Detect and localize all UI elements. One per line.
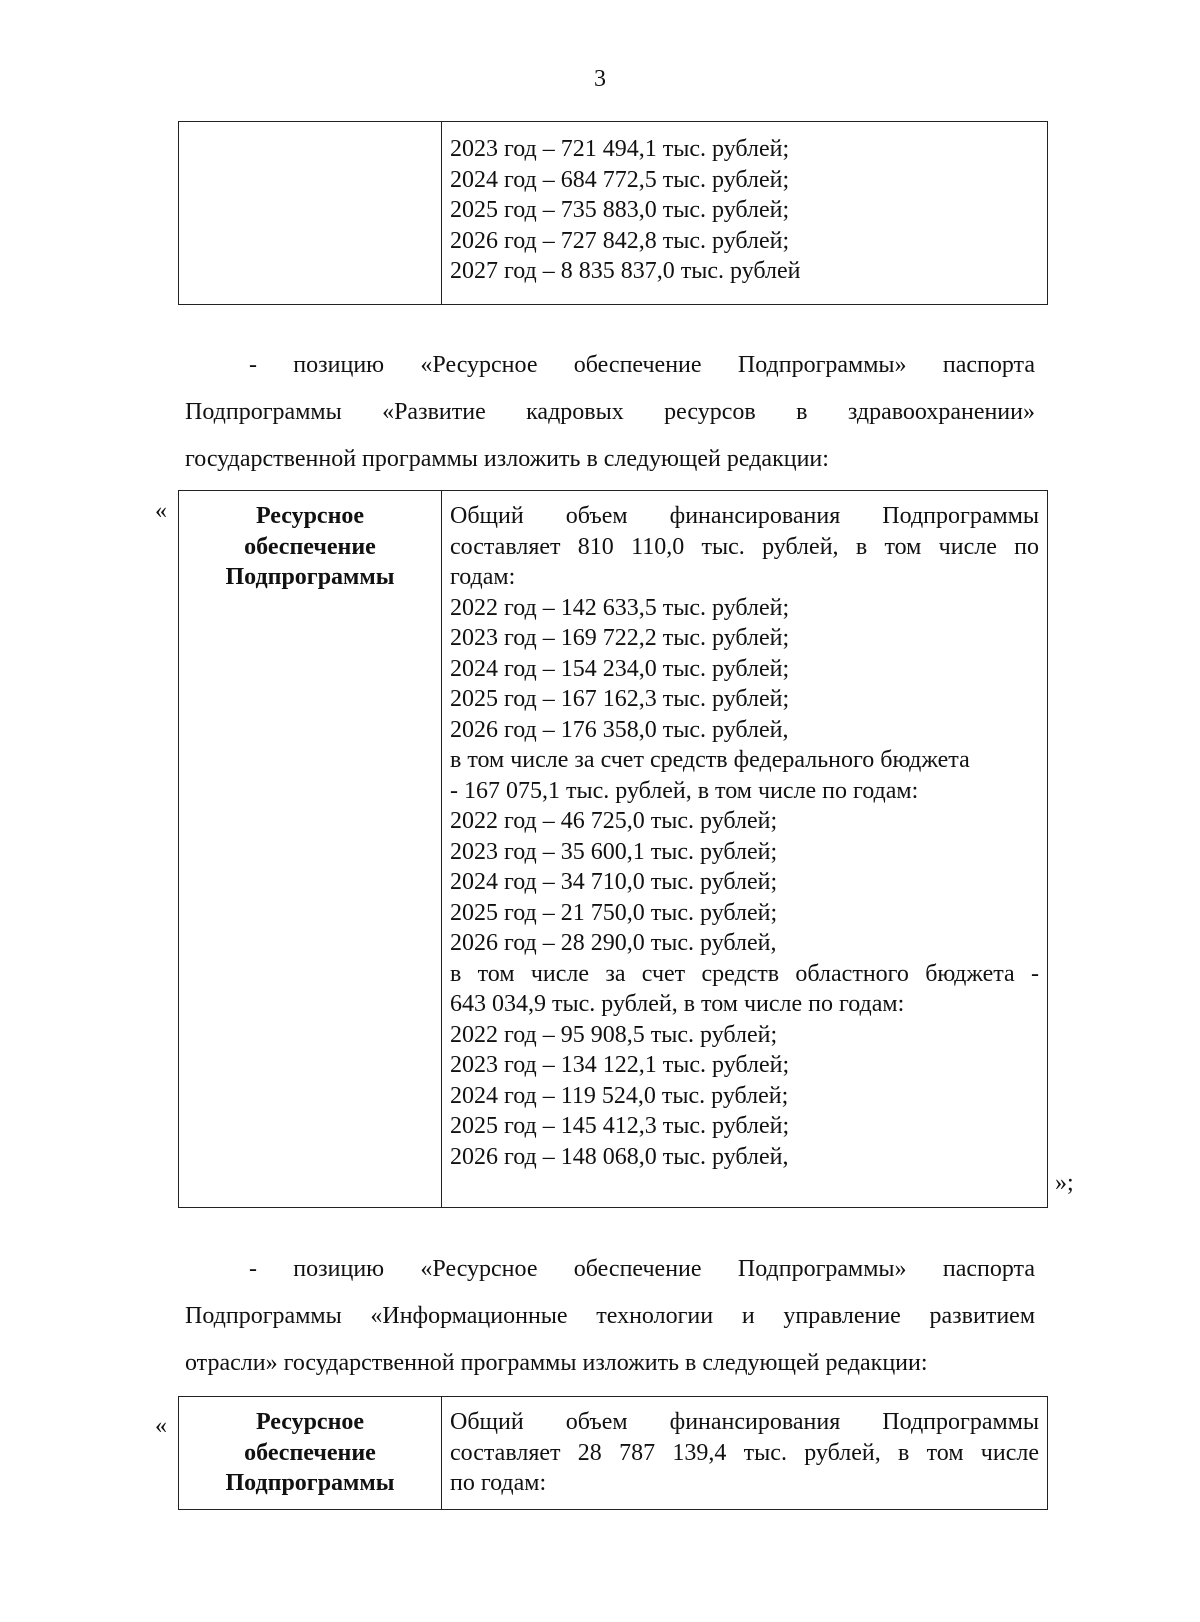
funding-line: 2025 год – 145 412,3 тыс. рублей; bbox=[450, 1113, 790, 1139]
funding-line: 2026 год – 176 358,0 тыс. рублей, bbox=[450, 716, 789, 743]
paragraph-line: отрасли» государственной программы изложить в следующей редакции: bbox=[185, 1350, 928, 1376]
funding-line: 2024 год – 34 710,0 тыс. рублей; bbox=[450, 869, 778, 895]
funding-line: 2024 год – 684 772,5 тыс. рублей; bbox=[450, 166, 790, 193]
funding-line: 2023 год – 134 122,1 тыс. рублей; bbox=[450, 1052, 790, 1078]
table-label-cell bbox=[179, 491, 442, 1208]
paragraph-line: государственной программы изложить в следующей редакции: bbox=[185, 446, 829, 472]
funding-line: по годам: bbox=[450, 1470, 547, 1496]
paragraph-line: Подпрограммы «Информационные технологии и управление развитием bbox=[185, 1303, 1035, 1329]
paragraph-line: - позицию «Ресурсное обеспечение Подпрограммы» паспорта bbox=[249, 1256, 1035, 1282]
funding-line: 2022 год – 95 908,5 тыс. рублей; bbox=[450, 1021, 778, 1048]
resource-table-it bbox=[178, 1396, 1048, 1510]
funding-line: 2023 год – 721 494,1 тыс. рублей; bbox=[450, 136, 790, 162]
resource-table-continuation bbox=[178, 121, 1048, 305]
amendment-paragraph-2 bbox=[185, 1246, 1035, 1387]
funding-line: 2022 год – 142 633,5 тыс. рублей; bbox=[450, 594, 790, 621]
label-line: Подпрограммы bbox=[225, 1470, 395, 1496]
label-line: обеспечение bbox=[244, 1439, 376, 1466]
opening-quote: « bbox=[155, 498, 167, 524]
funding-line: 2023 год – 169 722,2 тыс. рублей; bbox=[450, 625, 790, 651]
funding-line: в том числе за счет средств федерального бюджета bbox=[450, 747, 970, 773]
closing-quote: »; bbox=[1055, 1170, 1074, 1196]
funding-line: 2025 год – 735 883,0 тыс. рублей; bbox=[450, 197, 790, 223]
funding-line: 2024 год – 119 524,0 тыс. рублей; bbox=[450, 1082, 789, 1109]
funding-line: годам: bbox=[450, 564, 516, 590]
funding-line: 2024 год – 154 234,0 тыс. рублей; bbox=[450, 655, 790, 682]
funding-line: 2026 год – 148 068,0 тыс. рублей, bbox=[450, 1143, 789, 1170]
opening-quote: « bbox=[155, 1413, 167, 1439]
funding-line: 643 034,9 тыс. рублей, в том числе по годам: bbox=[450, 991, 905, 1017]
table-label-cell bbox=[179, 1397, 442, 1510]
table-content-cell bbox=[442, 122, 1048, 305]
funding-line: 2026 год – 28 290,0 тыс. рублей, bbox=[450, 930, 777, 956]
funding-line: составляет 810 110,0 тыс. рублей, в том числе по bbox=[450, 533, 1039, 560]
table-content-cell bbox=[442, 1397, 1048, 1510]
funding-line: 2025 год – 167 162,3 тыс. рублей; bbox=[450, 686, 790, 712]
table-label-cell-empty bbox=[179, 122, 442, 305]
funding-line: 2027 год – 8 835 837,0 тыс. рублей bbox=[450, 258, 801, 284]
funding-line: составляет 28 787 139,4 тыс. рублей, в том числе bbox=[450, 1439, 1039, 1466]
label-line: Ресурсное bbox=[255, 1409, 365, 1435]
funding-line: 2025 год – 21 750,0 тыс. рублей; bbox=[450, 899, 778, 926]
funding-line: в том числе за счет средств областного бюджета - bbox=[450, 960, 1039, 987]
page-number: 3 bbox=[594, 66, 606, 92]
funding-line: - 167 075,1 тыс. рублей, в том числе по годам: bbox=[450, 777, 919, 804]
label-line: Ресурсное bbox=[255, 503, 365, 529]
paragraph-line: Подпрограммы «Развитие кадровых ресурсов в здравоохранении» bbox=[185, 399, 1035, 425]
amendment-paragraph-1 bbox=[185, 342, 1035, 483]
funding-line: 2026 год – 727 842,8 тыс. рублей; bbox=[450, 227, 790, 254]
label-line: обеспечение bbox=[244, 533, 376, 560]
table-content-cell bbox=[442, 491, 1048, 1208]
resource-table-kadry bbox=[178, 490, 1048, 1208]
funding-line: 2023 год – 35 600,1 тыс. рублей; bbox=[450, 838, 778, 865]
paragraph-line: - позицию «Ресурсное обеспечение Подпрограммы» паспорта bbox=[249, 352, 1035, 378]
label-line: Подпрограммы bbox=[225, 564, 395, 590]
funding-line: Общий объем финансирования Подпрограммы bbox=[450, 1409, 1039, 1435]
funding-line: 2022 год – 46 725,0 тыс. рублей; bbox=[450, 808, 778, 834]
funding-line: Общий объем финансирования Подпрограммы bbox=[450, 503, 1039, 529]
